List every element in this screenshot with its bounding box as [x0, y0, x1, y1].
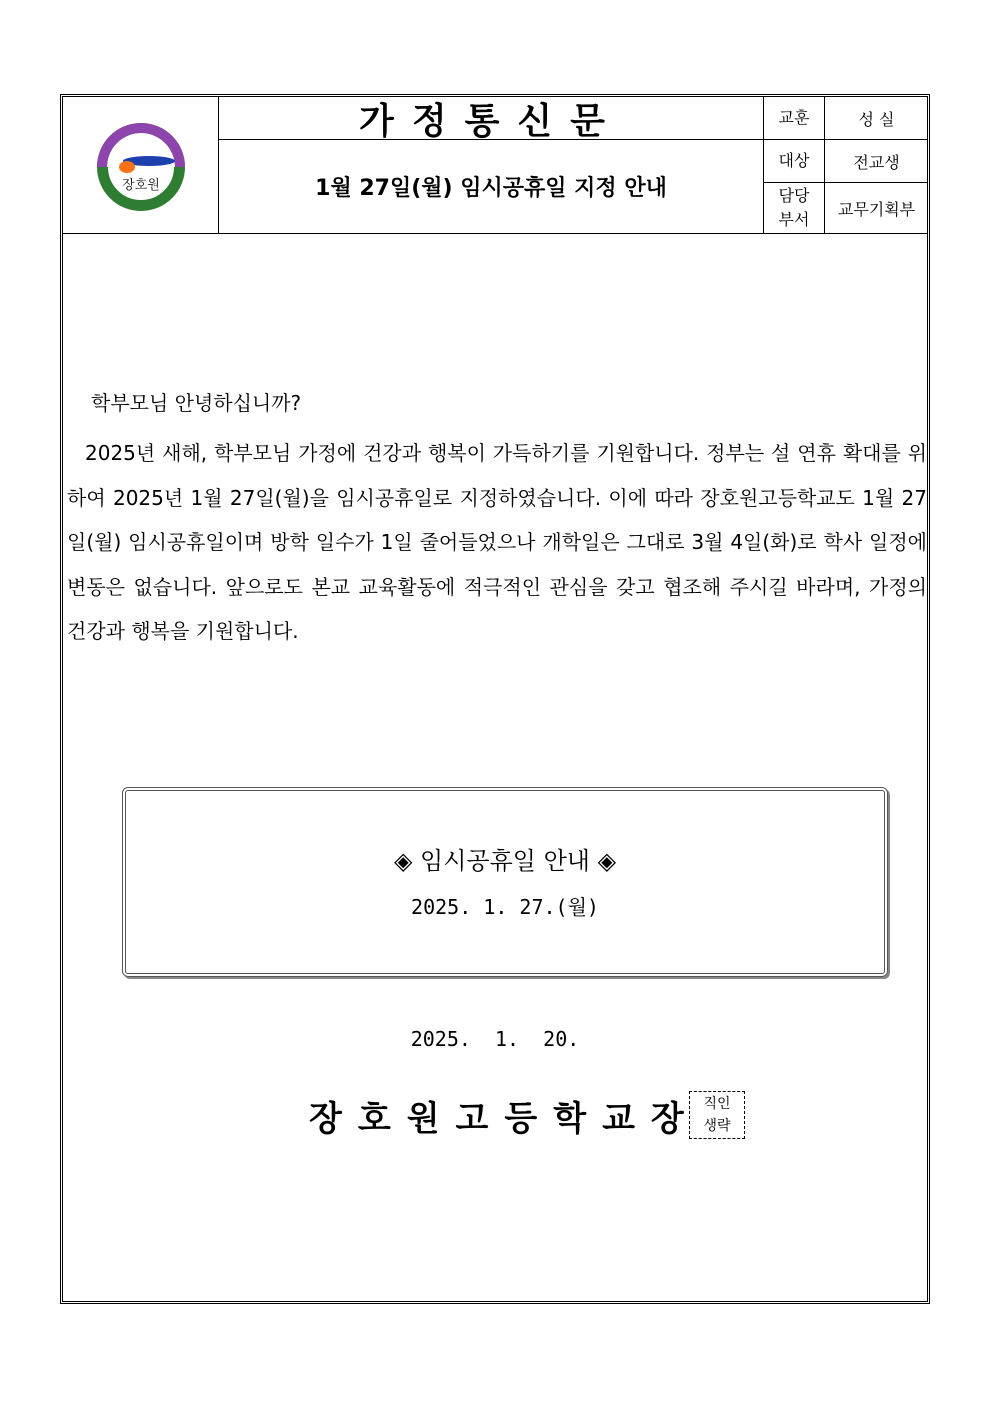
meta-key: 대상	[764, 140, 825, 182]
notice-box	[122, 787, 888, 977]
issue-date: 2025. 1. 20.	[410, 1027, 580, 1051]
header-table	[63, 97, 927, 234]
meta-key: 담당 부서	[764, 183, 825, 233]
meta-value: 전교생	[853, 152, 900, 172]
meta-row-motto	[764, 97, 928, 140]
subtitle-cell	[219, 140, 763, 233]
meta-table	[763, 97, 928, 233]
meta-row-department	[764, 183, 928, 233]
logo-korean-text: 장호원	[122, 178, 160, 193]
body-paragraph-text: 2025년 새해, 학부모님 가정에 건강과 행복이 가득하기를 기원합니다. 정부는 설 연휴 확대를 위하여 2025년 1월 27일(월)을 임시공휴일로 지정하였습니다. 이에 따라 장호원고등학교도 1월 27일(월) 임시공휴일이며 방학 일수가 1일 줄어들었으나 개학일은 그대로 3월 4일(화)로 학사 일정에 변동은 없습니다. 앞으로도 본교 교육활동에 적극적인 관심을 갖고 협조해 주시길 바라며, 가정의 건강과 행복을 기원합니다.	[67, 441, 927, 643]
greeting-text: 학부모님 안녕하십니까?	[91, 391, 302, 415]
school-logo-icon	[89, 119, 193, 215]
document-frame	[60, 94, 930, 1304]
meta-row-target	[764, 140, 928, 183]
notice-title: ◈ 임시공휴일 안내 ◈	[393, 847, 617, 875]
principal-signature: 장호원고등학교장	[309, 1099, 700, 1139]
meta-value: 교무기획부	[837, 199, 916, 219]
logo-cell	[63, 97, 219, 233]
seal-text-2: 생략	[703, 1118, 731, 1134]
title-cell	[219, 97, 763, 140]
meta-value: 성 실	[858, 109, 895, 129]
meta-key: 교훈	[764, 97, 825, 139]
seal-box	[689, 1091, 745, 1139]
notice-date: 2025. 1. 27.(월)	[411, 895, 599, 919]
body-paragraph	[67, 431, 927, 654]
page-subtitle: 1월 27일(월) 임시공휴일 지정 안내	[315, 176, 667, 201]
seal-text-1: 직인	[703, 1096, 731, 1112]
page-title: 가정통신문	[359, 100, 623, 142]
